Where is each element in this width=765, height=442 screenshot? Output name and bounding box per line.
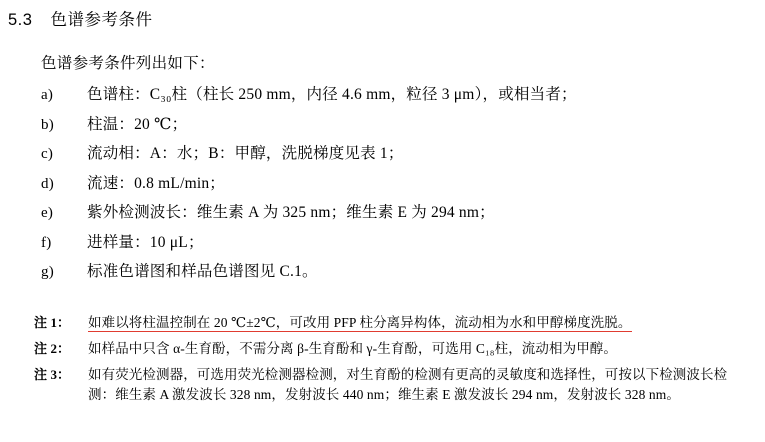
note-text: 如样品中只含 α-生育酚，不需分离 β-生育酚和 γ-生育酚，可选用 C₁₈柱，流动相为甲醇。 (88, 341, 618, 356)
note-underlined-text: 如难以将柱温控制在 20 ℃±2℃，可改用 PFP 柱分离异构体，流动相为水和甲醇梯度洗脱。 (88, 315, 632, 330)
list-item-text: 进样量：10 μL； (87, 233, 204, 251)
section-number: 5.3 (8, 11, 33, 29)
list-item-marker: f) (41, 234, 52, 251)
list-item (41, 84, 741, 106)
intro-paragraph: 色谱参考条件列出如下： (41, 55, 215, 72)
note-item (34, 313, 746, 332)
note-label: 注 1： (34, 315, 71, 330)
section-heading (8, 6, 152, 30)
list-item-text: 柱温：20 ℃； (87, 115, 188, 133)
section-title: 色谱参考条件 (50, 11, 153, 29)
list-item-marker: g) (41, 264, 54, 280)
list-item-marker: a) (41, 87, 54, 103)
list-item-marker: e) (41, 205, 54, 221)
note-label: 注 3： (34, 367, 71, 382)
list-item-marker: c) (41, 146, 54, 162)
list-item-marker: b) (41, 116, 54, 133)
list-item-text: 色谱柱：C₃₀柱（柱长 250 mm，内径 4.6 mm，粒径 3 μm），或相当者； (87, 86, 577, 103)
note-label: 注 2： (34, 341, 71, 356)
note-item (34, 339, 746, 358)
list-item-text: 流速：0.8 mL/min； (87, 174, 225, 192)
list-item (41, 143, 741, 165)
note-text (88, 313, 746, 332)
list-item-marker: d) (41, 175, 54, 192)
list-item (41, 232, 741, 254)
list-item-text: 流动相：A：水；B：甲醇，洗脱梯度见表 1； (87, 145, 404, 162)
list-item (41, 261, 741, 283)
list-item-text: 标准色谱图和样品色谱图见 C.1。 (87, 263, 318, 280)
notes-block (34, 313, 746, 412)
list-item (41, 202, 741, 224)
list-item (41, 173, 741, 195)
conditions-list (41, 84, 741, 291)
list-item (41, 114, 741, 136)
list-item-text: 紫外检测波长：维生素 A 为 325 nm；维生素 E 为 294 nm； (87, 204, 495, 221)
note-item (34, 365, 746, 405)
note-text: 如有荧光检测器，可选用荧光检测器检测，对生育酚的检测有更高的灵敏度和选择性，可按以下检测波长检测：维生素 A 激发波长 328 nm，发射波长 440 nm；维生素 E 激发波长 294 nm，发射波长 328 nm。 (88, 367, 728, 402)
